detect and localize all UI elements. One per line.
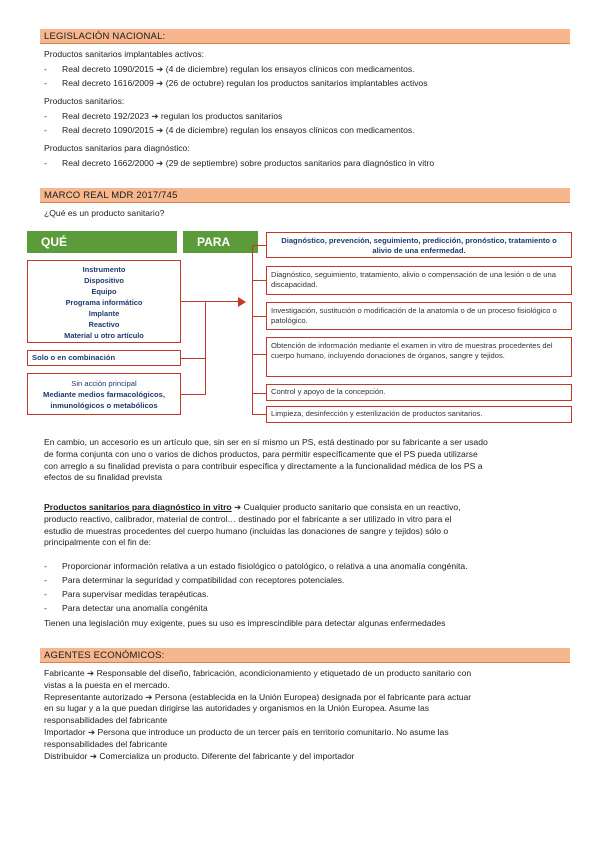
list-item-text: Para determinar la seguridad y compatibilidad con receptores potenciales.: [62, 575, 345, 585]
list-item-text: Real decreto 1090/2015 ➔ (4 de diciembre) regulan los ensayos clínicos con medicamentos.: [62, 64, 415, 74]
group2-title: Productos sanitarios:: [44, 96, 125, 106]
para-box-4: Obtención de información mediante el examen in vitro de muestras procedentes del cuerpo humano, incluyendo donaciones de órganos, sangre y tejidos.: [266, 337, 572, 377]
accesorio-line: En cambio, un accesorio es un artículo que, sin ser en sí mismo un PS, está destinado por su fabricante a ser usado: [44, 437, 488, 447]
connector-line: [181, 301, 241, 302]
list-item-text: Para supervisar medidas terapéuticas.: [62, 589, 209, 599]
que-item: Implante: [88, 309, 120, 318]
diagnostico-closing: Tienen una legislación muy exigente, pues su uso es imprescindible para detectar algunas enfermedades: [44, 618, 446, 628]
bullet-dash: -: [44, 575, 47, 585]
para-box-5: Control y apoyo de la concepción.: [266, 384, 572, 401]
para-que-header: PARA QUÉ: [183, 231, 258, 253]
connector-line: [252, 393, 266, 394]
accesorio-line: efectos de su finalidad prevista: [44, 472, 162, 483]
agentes-line: Importador ➔ Persona que introduce un producto de un tercer país en territorio comunitario. No asume las: [44, 726, 449, 737]
connector-line: [252, 414, 266, 415]
connector-line: [252, 354, 266, 355]
bullet-dash: -: [44, 64, 47, 74]
list-item-text: Proporcionar información relativa a un estado fisiológico o patológico, o relativa a una anomalía congénita.: [62, 561, 468, 571]
group3-title: Productos sanitarios para diagnóstico:: [44, 143, 190, 153]
connector-line: [252, 245, 266, 246]
connector-line: [252, 316, 266, 317]
bullet-dash: -: [44, 158, 47, 168]
que-item: Programa informático: [65, 298, 143, 307]
connector-line: [252, 280, 266, 281]
que-item: Equipo: [91, 287, 117, 296]
diagnostico-first-line: [44, 502, 564, 514]
que-item: Instrumento: [82, 265, 126, 274]
que-accion-line: inmunológicos o metabólicos: [50, 401, 158, 410]
que-accion-line: Mediante medios farmacológicos,: [43, 390, 165, 399]
bullet-dash: -: [44, 561, 47, 571]
marco-question: ¿Qué es un producto sanitario?: [44, 208, 165, 218]
que-item: Dispositivo: [84, 276, 124, 285]
agentes-line: Fabricante ➔ Responsable del diseño, fabricación, acondicionamiento y etiquetado de un producto sanitario con: [44, 668, 472, 678]
para-box-6: Limpieza, desinfección y esterilización de productos sanitarios.: [266, 406, 572, 423]
bullet-dash: -: [44, 589, 47, 599]
diagnostico-line: estudio de muestras procedentes del cuerpo humano (incluidas las donaciones de sangre y tejidos) sólo o: [44, 525, 449, 536]
arrow-head-icon: [238, 297, 246, 307]
que-box-accion: [27, 373, 181, 415]
group1-title: Productos sanitarios implantables activos:: [44, 49, 205, 59]
list-item-text: Real decreto 1090/2015 ➔ (4 de diciembre) regulan los ensayos clínicos con medicamentos.: [62, 125, 415, 135]
connector-line: [181, 358, 205, 359]
diagnostico-line: principalmente con el fin de:: [44, 537, 152, 548]
section-header-agentes: AGENTES ECONÓMICOS:: [40, 648, 570, 663]
para-box-1: Diagnóstico, prevención, seguimiento, predicción, pronóstico, tratamiento o alivio de una enfermedad.: [266, 232, 572, 258]
agentes-line: en su lugar y a la que puedan dirigirse las autoridades y organismos en la Unión Europea. Asume las: [44, 703, 430, 714]
para-box-2: Diagnóstico, seguimiento, tratamiento, alivio o compensación de una lesión o de una discapacidad.: [266, 266, 572, 295]
bullet-dash: -: [44, 78, 47, 88]
list-item-text: Real decreto 1616/2009 ➔ (26 de octubre) regulan los productos sanitarios implantables activos: [62, 78, 428, 88]
agentes-line: Distribuidor ➔ Comercializa un producto. Diferente del fabricante y del importador: [44, 750, 355, 761]
que-box-items: [27, 260, 181, 343]
accesorio-line: con arreglo a su finalidad prevista o para contribuir específica y directamente a la funcionalidad médica de los PS a: [44, 460, 483, 471]
list-item-text: Real decreto 192/2023 ➔ regulan los productos sanitarios: [62, 111, 283, 121]
que-item: Material u otro artículo: [64, 331, 144, 340]
diagnostico-lead: Productos sanitarios para diagnóstico in vitro: [44, 502, 232, 512]
bullet-dash: -: [44, 603, 47, 613]
diagnostico-lead-rest: ➔ Cualquier producto sanitario que consista en un reactivo,: [231, 502, 461, 512]
bullet-dash: -: [44, 125, 47, 135]
connector-line: [181, 394, 205, 395]
agentes-line: responsabilidades del fabricante: [44, 738, 168, 749]
agentes-line: Representante autorizado ➔ Persona (establecida en la Unión Europea) designada por el fabricante para actuar: [44, 691, 472, 702]
bullet-dash: -: [44, 111, 47, 121]
agentes-line: responsabilidades del fabricante: [44, 715, 168, 726]
para-box-3: Investigación, sustitución o modificación de la anatomía o de un proceso fisiológico o patológico.: [266, 302, 572, 330]
que-item: Reactivo: [88, 320, 120, 329]
agentes-line: vistas a la puesta en el mercado.: [44, 679, 170, 690]
que-box-combinacion: Solo o en combinación: [27, 350, 181, 366]
que-header: QUÉ: [27, 231, 177, 253]
accesorio-paragraph: [44, 437, 564, 484]
agentes-paragraph: [44, 668, 564, 762]
list-item-text: Real decreto 1662/2000 ➔ (29 de septiembre) sobre productos sanitarios para diagnóstico in vitro: [62, 158, 435, 168]
section-header-legislacion: LEGISLACIÓN NACIONAL:: [40, 29, 570, 44]
que-accion-line: Sin acción principal: [71, 379, 137, 388]
connector-line: [205, 301, 206, 395]
connector-line: [252, 245, 253, 415]
accesorio-line: de forma conjunta con uno o varios de dichos productos, para permitir específicamente que el PS pueda utilizarse: [44, 448, 478, 459]
diagnostico-paragraph: [44, 502, 564, 549]
list-item-text: Para detectar una anomalía congénita: [62, 603, 208, 613]
diagnostico-line: producto reactivo, calibrador, material de control… destinado por el fabricante a ser utilizado in vitro para el: [44, 513, 452, 524]
section-header-marco: MARCO REAL MDR 2017/745: [40, 188, 570, 203]
